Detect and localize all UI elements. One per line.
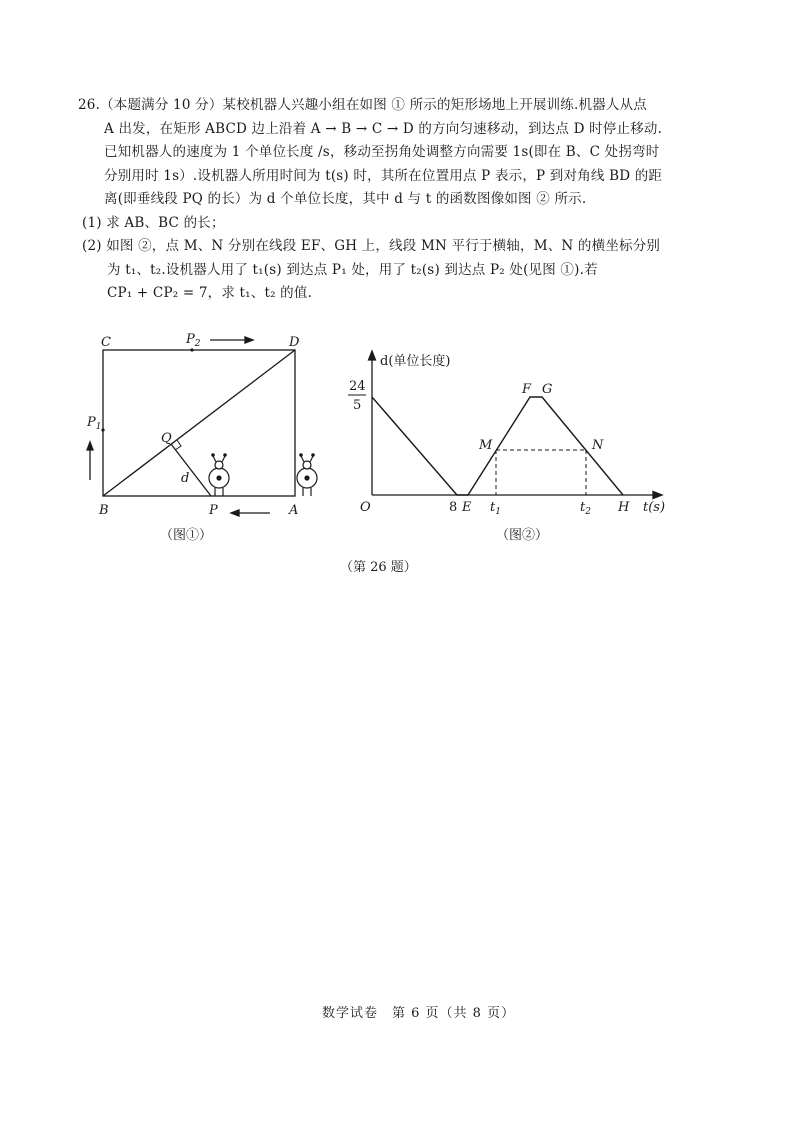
label-origin: O: [360, 500, 371, 515]
label-n: N: [592, 438, 604, 453]
label-a: A: [289, 503, 299, 518]
problem-line: 离(即垂线段 PQ 的长）为 d 个单位长度，其中 d 与 t 的函数图像如图 ② 所示.: [104, 191, 587, 207]
label-d: D: [289, 335, 300, 350]
point-p2-dot: [190, 348, 193, 351]
label-e: E: [462, 500, 472, 515]
diagonal-bd: [103, 350, 295, 496]
figure-1-caption: （图①）: [160, 528, 213, 543]
problem-line: 分别用时 1s）.设机器人所用时间为 t(s) 时，其所在位置用点 P 表示，P 到对角线 BD 的距: [104, 167, 663, 184]
label-p2: $P_2$: [186, 332, 201, 349]
x-axis-label: t(s): [643, 500, 666, 515]
arrow-right-head: [245, 337, 253, 343]
sub-question-2-cont: CP₁ + CP₂ = 7，求 t₁、t₂ 的值.: [107, 285, 313, 301]
question-caption: （第 26 题）: [340, 560, 417, 575]
label-d-distance: d: [181, 471, 190, 486]
arrow-left-head: [231, 510, 239, 516]
label-h: H: [618, 500, 630, 515]
y-axis-arrow: [369, 351, 376, 360]
problem-line: 已知机器人的速度为 1 个单位长度 /s，移动至拐角处调整方向需要 1s(即在 B、C 处拐弯时: [104, 144, 660, 160]
y-axis-label: d(单位长度): [380, 354, 451, 369]
label-m: M: [479, 438, 493, 453]
problem-line: 26.（本题满分 10 分）某校机器人兴趣小组在如图 ① 所示的矩形场地上开展训练.机器人从点: [78, 97, 648, 113]
label-c: C: [101, 335, 111, 350]
figure-2-graph: [340, 345, 680, 550]
label-b: B: [99, 503, 109, 518]
y-value-denominator: 5: [353, 398, 362, 413]
graph-d-of-t: [372, 397, 623, 495]
label-t2: $t_2$: [580, 500, 591, 517]
label-t1: $t_1$: [490, 500, 501, 517]
sub-question-2: (2) 如图 ②，点 M、N 分别在线段 EF、GH 上，线段 MN 平行于横轴，M、N 的横坐标分别: [82, 238, 661, 254]
right-angle-mark: [175, 440, 181, 450]
label-p1: $P_1$: [87, 415, 102, 432]
sub-question-2-cont: 为 t₁、t₂.设机器人用了 t₁(s) 到达点 P₁ 处，用了 t₂(s) 到达点 P₂ 处(见图 ①).若: [107, 261, 598, 278]
label-f: F: [522, 382, 532, 397]
robot-icon: [209, 454, 229, 496]
robot-icon: [297, 454, 317, 496]
sub-question-1: (1) 求 AB、BC 的长；: [82, 214, 225, 231]
label-g: G: [542, 382, 553, 397]
x-axis-arrow: [653, 492, 662, 499]
label-eight: 8: [449, 500, 458, 515]
problem-line: A 出发，在矩形 ABCD 边上沿着 A → B → C → D 的方向匀速移动，到达点 D 时停止移动.: [104, 120, 663, 137]
label-p: P: [209, 503, 218, 518]
label-q: Q: [161, 431, 172, 446]
figure-2-caption: （图②）: [496, 528, 549, 543]
y-value-numerator: 24: [349, 379, 366, 394]
figure-1-rectangle: [85, 330, 335, 550]
arrow-up-head: [87, 442, 93, 450]
problem-26: [78, 94, 708, 306]
point-p1-dot: [101, 428, 104, 431]
page-footer: 数学试卷 第 6 页（共 8 页）: [322, 1006, 516, 1021]
segment-pq: [171, 444, 211, 496]
